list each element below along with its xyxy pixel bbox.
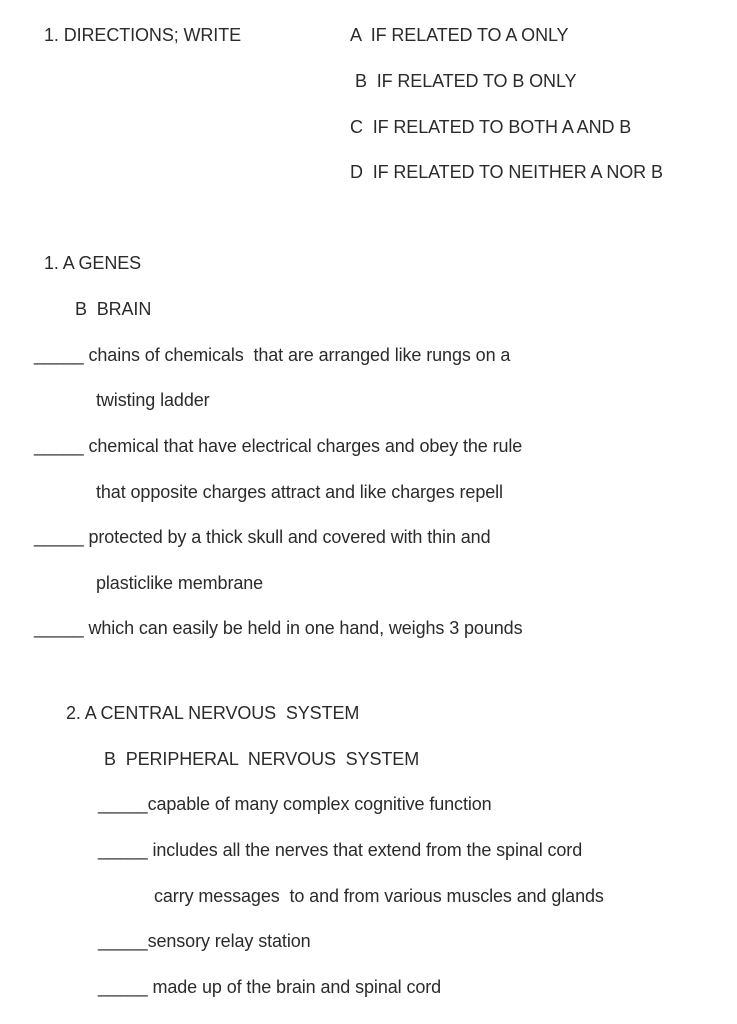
- answer-blank[interactable]: _____: [98, 794, 148, 814]
- item-continuation: plasticlike membrane: [96, 573, 264, 593]
- answer-blank[interactable]: _____: [34, 618, 84, 638]
- section2-heading-a: 2. A CENTRAL NERVOUS SYSTEM: [66, 703, 360, 723]
- option-a: A IF RELATED TO A ONLY: [350, 25, 569, 45]
- option-c: C IF RELATED TO BOTH A AND B: [350, 117, 632, 137]
- section2-heading-b: B PERIPHERAL NERVOUS SYSTEM: [104, 749, 420, 769]
- item-text: which can easily be held in one hand, weighs 3 pounds: [88, 618, 523, 638]
- answer-blank[interactable]: _____: [98, 840, 148, 860]
- list-item: [98, 793, 492, 815]
- item-text: made up of the brain and spinal cord: [147, 977, 442, 997]
- item-continuation: twisting ladder: [96, 390, 210, 410]
- answer-blank[interactable]: _____: [34, 527, 84, 547]
- item-text: chains of chemicals that are arranged like rungs on a: [88, 345, 511, 365]
- list-item: [98, 976, 441, 998]
- list-item: [98, 839, 582, 861]
- item-text: capable of many complex cognitive function: [147, 794, 492, 814]
- directions-title: 1. DIRECTIONS; WRITE: [44, 25, 242, 45]
- item-continuation: carry messages to and from various muscles and glands: [154, 886, 604, 906]
- answer-blank[interactable]: _____: [34, 436, 84, 456]
- list-item: [34, 526, 491, 548]
- list-item: [98, 930, 311, 952]
- answer-blank[interactable]: _____: [98, 931, 148, 951]
- item-text: includes all the nerves that extend from the spinal cord: [147, 840, 583, 860]
- option-d: D IF RELATED TO NEITHER A NOR B: [350, 162, 663, 182]
- section1-heading-b: B BRAIN: [75, 299, 152, 319]
- answer-blank[interactable]: _____: [34, 345, 84, 365]
- option-b: B IF RELATED TO B ONLY: [355, 71, 577, 91]
- answer-blank[interactable]: _____: [98, 977, 148, 997]
- list-item: [34, 435, 522, 457]
- item-continuation: that opposite charges attract and like charges repell: [96, 482, 503, 502]
- section1-heading-a: 1. A GENES: [44, 253, 142, 273]
- item-text: sensory relay station: [147, 931, 311, 951]
- list-item: [34, 344, 510, 366]
- list-item: [34, 617, 522, 639]
- item-text: chemical that have electrical charges and obey the rule: [88, 436, 523, 456]
- item-text: protected by a thick skull and covered with thin and: [88, 527, 491, 547]
